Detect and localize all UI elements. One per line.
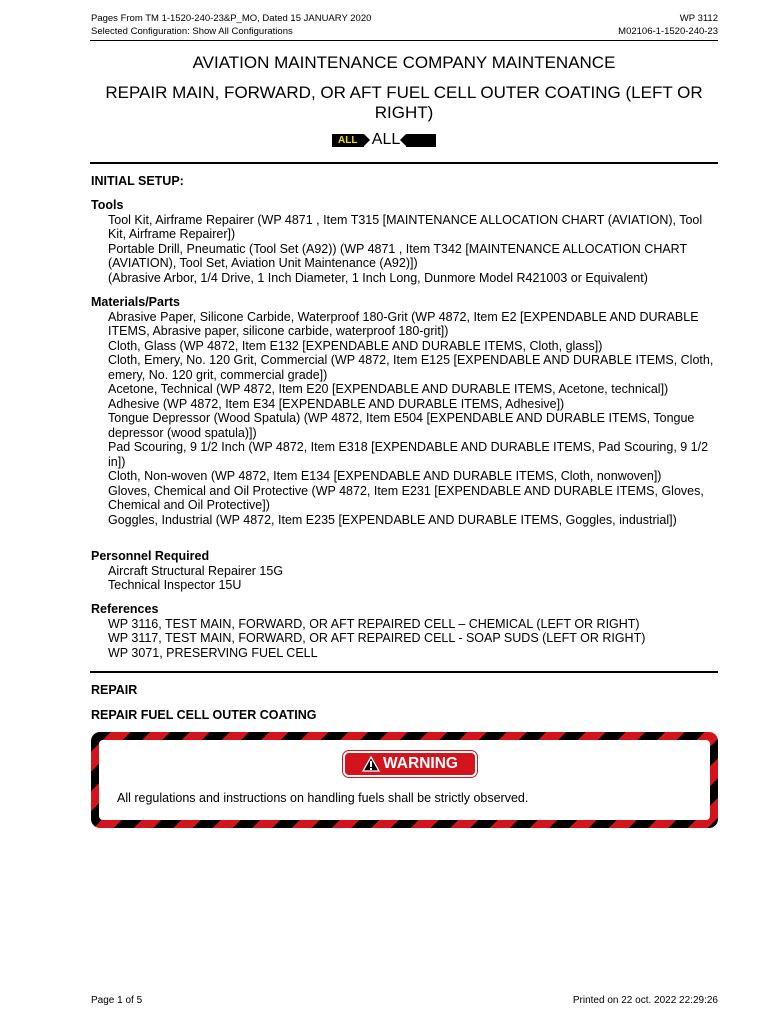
warning-box xyxy=(91,732,718,828)
effectivity-text: ALL xyxy=(371,131,401,148)
repair-section xyxy=(91,683,718,698)
material-item: Cloth, Non-woven (WP 4872, Item E134 [EXPENDABLE AND DURABLE ITEMS, Cloth, nonwoven]) xyxy=(108,469,662,483)
reference-link[interactable]: WP 3117, TEST MAIN, FORWARD, OR AFT REPAIRED CELL - SOAP SUDS (LEFT OR RIGHT) xyxy=(108,631,646,645)
tools-section xyxy=(91,198,718,285)
reference-link[interactable]: WP 3071, PRESERVING FUEL CELL xyxy=(108,645,318,660)
initial-setup-label: INITIAL SETUP: xyxy=(91,174,184,188)
warning-text: All regulations and instructions on handling fuels shall be strictly observed. xyxy=(117,791,529,805)
personnel-item: Aircraft Structural Repairer 15G xyxy=(108,563,284,578)
effectivity-bar xyxy=(0,132,768,148)
materials-section xyxy=(91,295,718,527)
repair-heading: REPAIR xyxy=(91,683,138,697)
material-item: Goggles, Industrial (WP 4872, Item E235 [EXPENDABLE AND DURABLE ITEMS, Goggles, industrial]) xyxy=(108,512,677,527)
section-divider xyxy=(90,671,718,673)
page-header xyxy=(91,12,718,38)
material-item: Tongue Depressor (Wood Spatula) (WP 4872, Item E504 [EXPENDABLE AND DURABLE ITEMS, Tongue depressor (wood spatula)]) xyxy=(108,411,695,440)
personnel-heading: Personnel Required xyxy=(91,549,210,563)
warning-badge xyxy=(343,751,477,777)
section-divider xyxy=(90,162,718,164)
material-item: Gloves, Chemical and Oil Protective (WP 4872, Item E231 [EXPENDABLE AND DURABLE ITEMS, Gloves, Chemical and Oil Protective]) xyxy=(108,483,704,512)
initial-setup-heading xyxy=(91,174,718,189)
page-number: Page 1 of 5 xyxy=(91,995,143,1006)
tool-item: Tool Kit, Airframe Repairer (WP 4871 , Item T315 [MAINTENANCE ALLOCATION CHART (AVIATION), Tool Kit, Airframe Repairer]) xyxy=(108,212,703,241)
warning-label: WARNING xyxy=(383,755,458,772)
reference-link[interactable]: WP 3116, TEST MAIN, FORWARD, OR AFT REPAIRED CELL – CHEMICAL (LEFT OR RIGHT) xyxy=(108,616,640,631)
repair-subsection xyxy=(91,708,718,723)
page-footer xyxy=(91,995,718,1006)
tool-item: (Abrasive Arbor, 1/4 Drive, 1 Inch Diameter, 1 Inch Long, Dunmore Model R421003 or Equivalent) xyxy=(108,270,648,285)
repair-subheading: REPAIR FUEL CELL OUTER COATING xyxy=(91,708,317,722)
references-section xyxy=(91,602,718,660)
materials-heading: Materials/Parts xyxy=(91,295,180,309)
references-heading: References xyxy=(91,602,159,616)
configuration: Selected Configuration: Show All Configurations xyxy=(91,26,293,37)
material-item: Adhesive (WP 4872, Item E34 [EXPENDABLE AND DURABLE ITEMS, Adhesive]) xyxy=(108,396,565,411)
source-document: Pages From TM 1-1520-240-23&P_MO, Dated 15 JANUARY 2020 xyxy=(91,13,372,24)
header-divider xyxy=(90,40,718,41)
warning-triangle-icon xyxy=(362,756,380,772)
wp-number: WP 3112 xyxy=(679,13,718,24)
material-item: Abrasive Paper, Silicone Carbide, Waterproof 180-Grit (WP 4872, Item E2 [EXPENDABLE AND DURABLE ITEMS, Abrasive paper, silicone carbide, waterproof 180-grit]) xyxy=(108,309,699,338)
tool-item: Portable Drill, Pneumatic (Tool Set (A92)) (WP 4871 , Item T342 [MAINTENANCE ALLOCATION CHART (AVIATION), Tool Set, Aviation Unit Maintenance (A92)]) xyxy=(108,241,687,270)
doc-number: M02106-1-1520-240-23 xyxy=(618,26,718,37)
effectivity-badge: ALL xyxy=(332,134,364,147)
personnel-section xyxy=(91,549,718,593)
material-item: Acetone, Technical (WP 4872, Item E20 [EXPENDABLE AND DURABLE ITEMS, Acetone, technical]) xyxy=(108,382,669,396)
print-timestamp: Printed on 22 oct. 2022 22:29:26 xyxy=(572,995,718,1006)
tools-heading: Tools xyxy=(91,198,124,212)
personnel-item: Technical Inspector 15U xyxy=(108,578,242,592)
material-item: Cloth, Glass (WP 4872, Item E132 [EXPENDABLE AND DURABLE ITEMS, Cloth, glass]) xyxy=(108,338,603,353)
material-item: Pad Scouring, 9 1/2 Inch (WP 4872, Item E318 [EXPENDABLE AND DURABLE ITEMS, Pad Scouring, 9 1/2 in]) xyxy=(108,440,709,469)
company-title: AVIATION MAINTENANCE COMPANY MAINTENANCE xyxy=(192,53,616,72)
material-item: Cloth, Emery, No. 120 Grit, Commercial (WP 4872, Item E125 [EXPENDABLE AND DURABLE ITEMS, Cloth, emery, No. 120 grit, commercial grade]) xyxy=(108,353,714,382)
warning-content xyxy=(99,740,710,820)
effectivity-end-marker xyxy=(406,134,436,147)
task-title: REPAIR MAIN, FORWARD, OR AFT FUEL CELL OUTER COATING (LEFT OR RIGHT) xyxy=(105,83,703,122)
